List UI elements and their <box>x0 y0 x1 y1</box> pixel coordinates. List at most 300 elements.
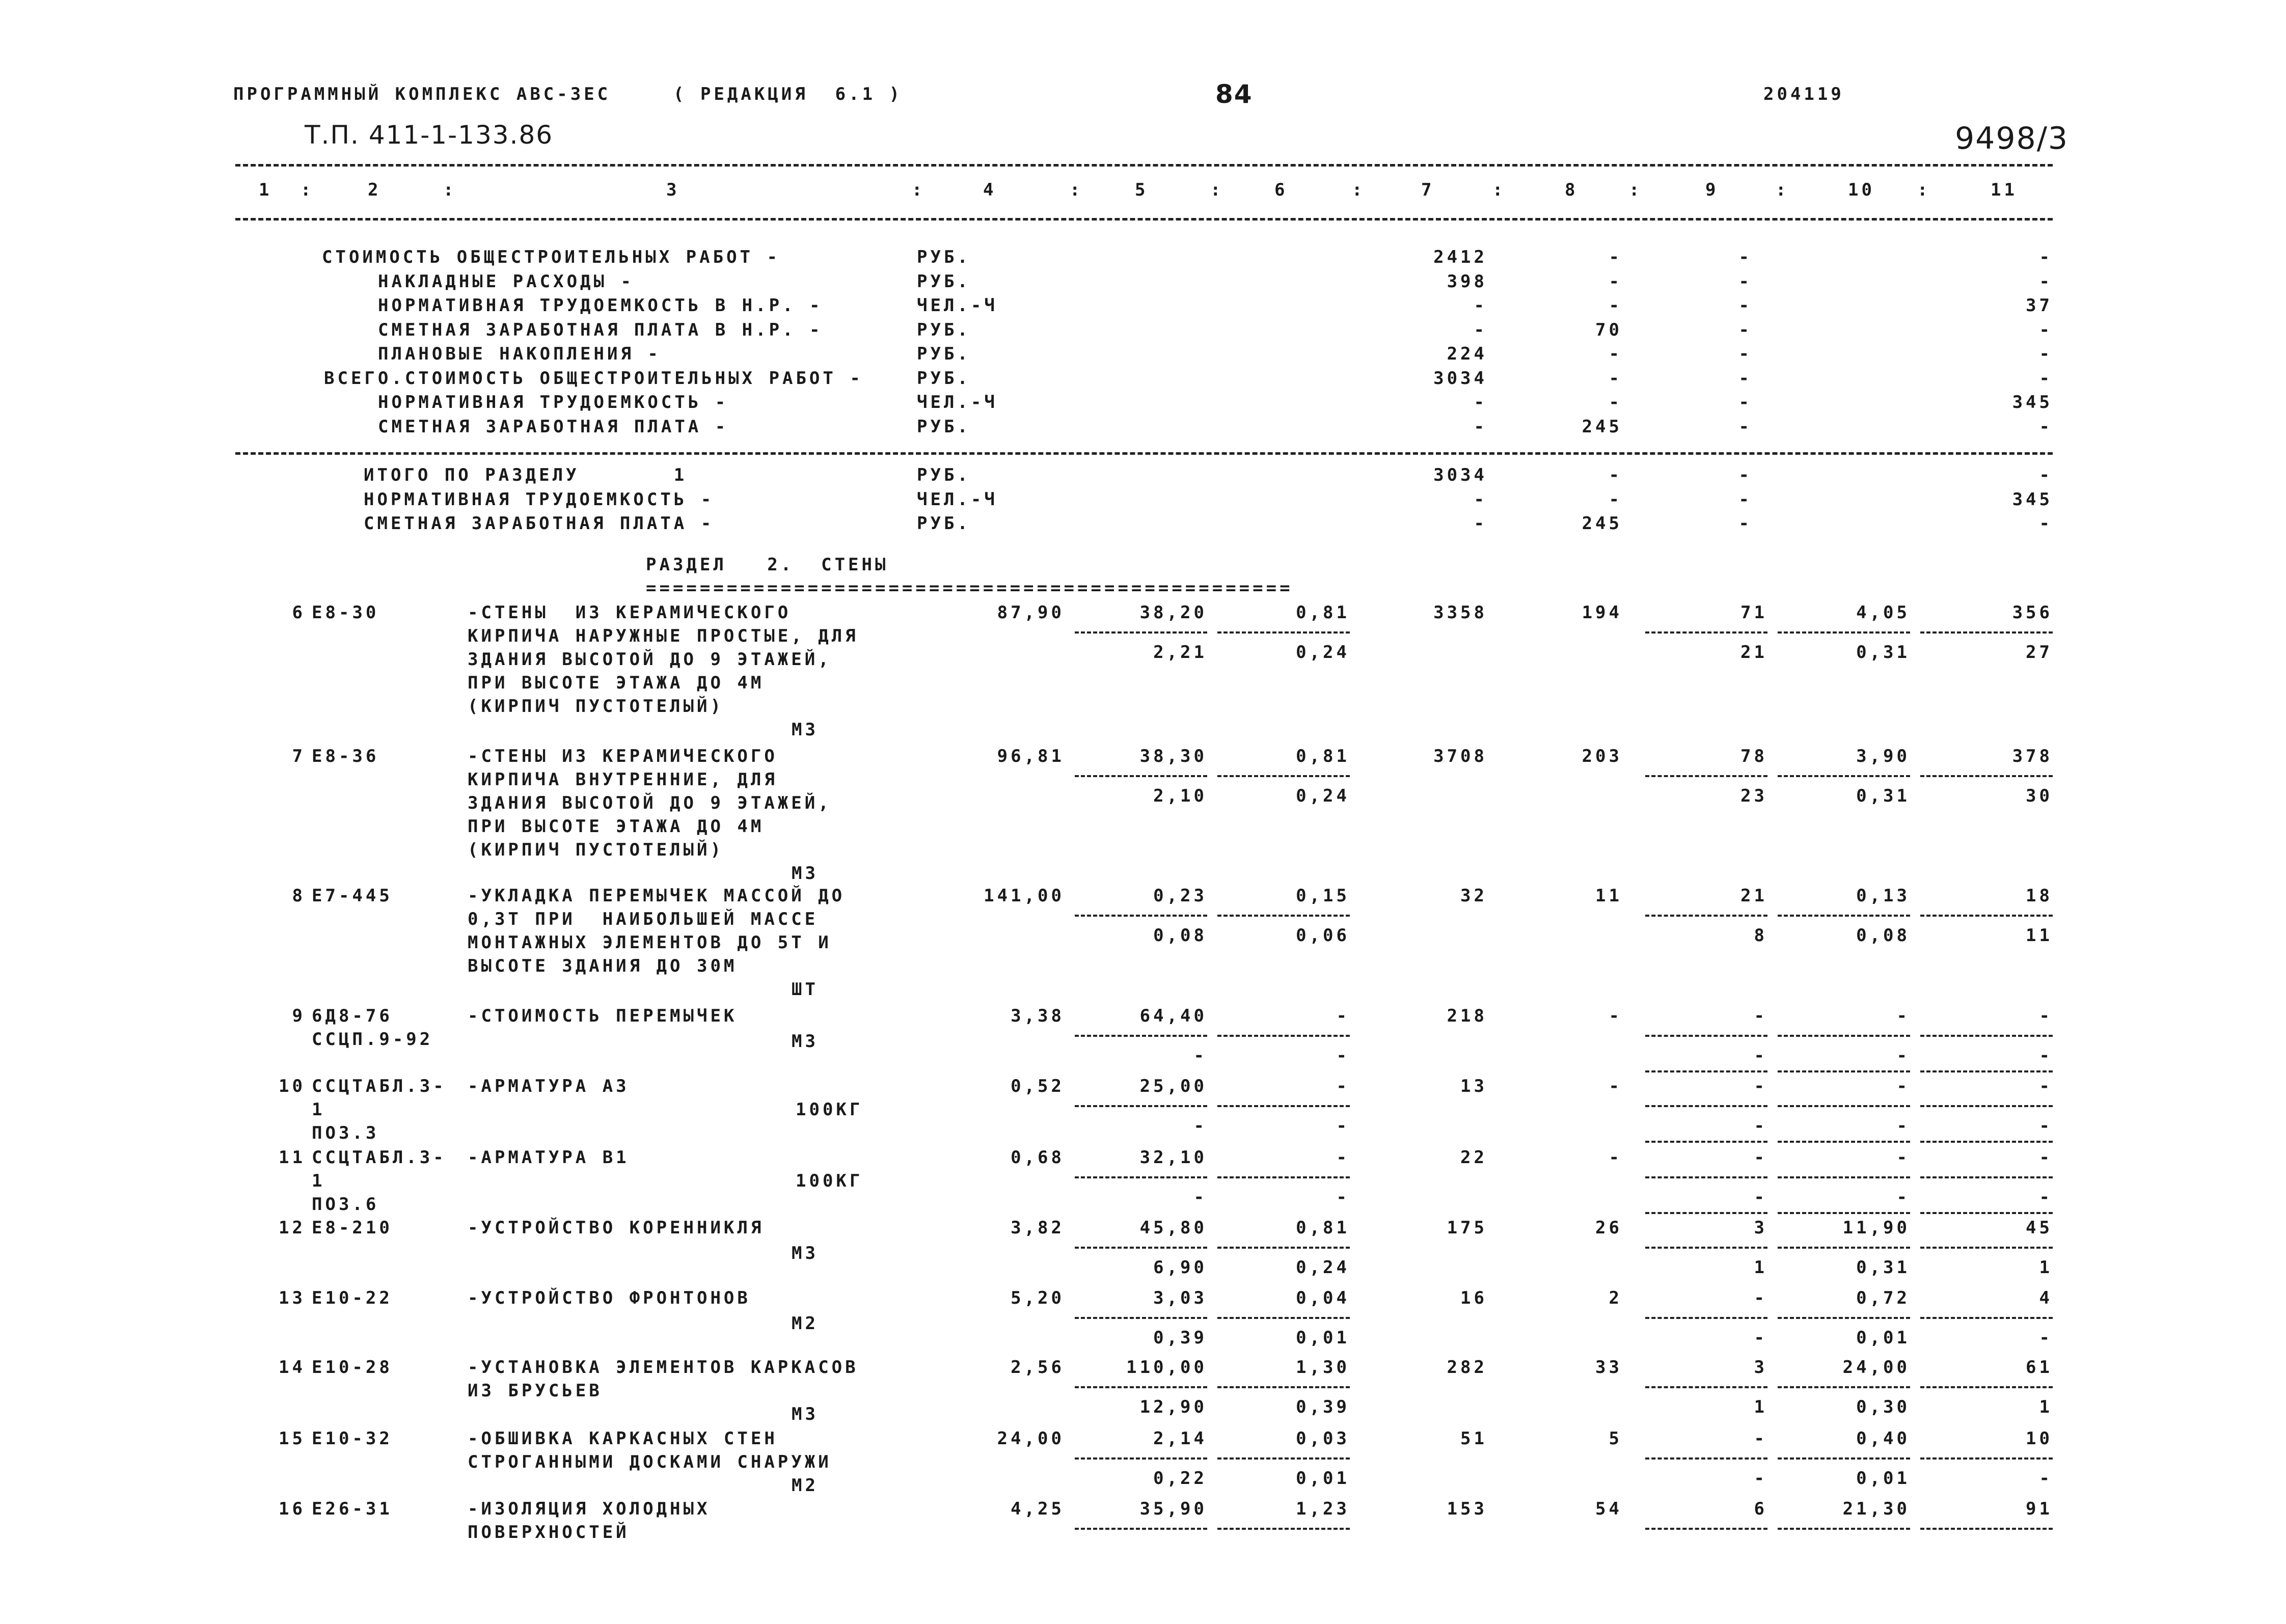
summary-divider <box>235 452 2053 455</box>
value-divider <box>1778 1212 1910 1214</box>
item-value-c6: - <box>1336 1147 1350 1168</box>
value-divider <box>1778 1141 1910 1143</box>
item-value-bottom-c5: 0,08 <box>1153 925 1207 946</box>
item-description: (КИРПИЧ ПУСТОТЕЛЫЙ) <box>468 696 724 717</box>
value-divider <box>1778 1247 1910 1249</box>
item-code: ПОЗ.6 <box>312 1194 379 1215</box>
item-value-c10: 24,00 <box>1842 1357 1910 1378</box>
item-value-c10: 3,90 <box>1856 746 1910 766</box>
item-value-bottom-c11: 1 <box>2039 1397 2053 1417</box>
summary-unit: ЧЕЛ.-Ч <box>917 392 998 412</box>
summary-col9: - <box>1738 271 1752 292</box>
item-unit: М3 <box>792 1243 819 1263</box>
item-unit: М2 <box>792 1475 819 1496</box>
column-header-6: 6 <box>1274 180 1288 200</box>
item-value-c9: - <box>1754 1006 1767 1026</box>
item-value-bottom-c9: - <box>1754 1187 1767 1207</box>
summary-col11: - <box>2039 513 2053 534</box>
item-value-bottom-c6: 0,06 <box>1296 925 1350 946</box>
item-value-c5: 110,00 <box>1126 1357 1207 1378</box>
item-value-c4: 87,90 <box>997 602 1065 623</box>
value-divider <box>1645 775 1767 777</box>
value-divider <box>1778 915 1910 917</box>
summary-unit: ЧЕЛ.-Ч <box>917 295 998 316</box>
item-value-c4: 0,52 <box>1011 1076 1065 1096</box>
value-divider <box>1075 1247 1207 1249</box>
summary-col8: - <box>1609 465 1622 485</box>
item-number: 12 <box>279 1218 306 1238</box>
item-value-c8: 5 <box>1609 1428 1622 1449</box>
value-divider <box>1217 1457 1350 1460</box>
summary-col7: - <box>1474 513 1487 534</box>
item-value-bottom-c6: 0,39 <box>1296 1397 1350 1417</box>
item-value-bottom-c11: - <box>2039 1045 2053 1066</box>
summary-label: НОРМАТИВНАЯ ТРУДОЕМКОСТЬ - <box>378 392 729 412</box>
summary-col11: - <box>2039 344 2053 364</box>
value-divider <box>1075 915 1207 917</box>
column-header-4: 4 <box>983 180 997 200</box>
value-divider <box>1645 1105 1767 1107</box>
item-description: ЗДАНИЯ ВЫСОТОЙ ДО 9 ЭТАЖЕЙ, <box>468 793 832 813</box>
item-value-c10: - <box>1896 1006 1910 1026</box>
item-value-c7: 282 <box>1447 1357 1487 1378</box>
item-value-bottom-c9: 1 <box>1754 1257 1767 1278</box>
item-value-bottom-c10: 0,01 <box>1856 1328 1910 1348</box>
item-description: -АРМАТУРА В1 <box>468 1147 630 1168</box>
item-value-bottom-c9: 8 <box>1754 925 1767 946</box>
item-value-c11: 378 <box>2012 746 2053 766</box>
program-title: ПРОГРАММНЫЙ КОМПЛЕКС АВС-3ЕС <box>233 84 611 104</box>
summary-col8: - <box>1609 489 1622 510</box>
item-value-c11: 91 <box>2026 1499 2053 1519</box>
value-divider <box>1920 1317 2053 1319</box>
item-value-c4: 0,68 <box>1011 1147 1065 1168</box>
summary-col9: - <box>1738 344 1752 364</box>
item-value-bottom-c6: - <box>1336 1116 1350 1136</box>
item-description: -СТОИМОСТЬ ПЕРЕМЫЧЕК <box>468 1006 738 1026</box>
item-code: Е8-30 <box>312 602 379 623</box>
value-divider <box>1217 915 1350 917</box>
value-divider <box>1778 775 1910 777</box>
header-rule-bottom <box>235 218 2053 221</box>
value-divider <box>1920 1386 2053 1388</box>
item-value-c6: 0,03 <box>1296 1428 1350 1449</box>
summary-col11: 345 <box>2012 489 2053 510</box>
item-value-bottom-c10: - <box>1896 1045 1910 1066</box>
column-separator: : <box>1776 180 1789 200</box>
item-description: -УКЛАДКА ПЕРЕМЫЧЕК МАССОЙ ДО <box>468 886 846 906</box>
item-value-c5: 35,90 <box>1139 1499 1207 1519</box>
value-divider <box>1778 1457 1910 1460</box>
summary-col9: - <box>1738 319 1752 340</box>
item-number: 14 <box>279 1357 306 1378</box>
value-divider <box>1920 631 2053 634</box>
value-divider <box>1217 1176 1350 1178</box>
value-divider <box>1645 631 1767 634</box>
summary-col7: - <box>1474 295 1487 316</box>
summary-col8: - <box>1609 392 1622 412</box>
item-code: ССЦТАБЛ.3- <box>312 1147 447 1168</box>
value-divider <box>1217 1386 1350 1388</box>
value-divider <box>1778 1105 1910 1107</box>
value-divider <box>1645 1141 1767 1143</box>
item-value-bottom-c10: 0,31 <box>1856 1257 1910 1278</box>
item-value-c4: 2,56 <box>1011 1357 1065 1378</box>
column-separator: : <box>443 180 457 200</box>
summary-unit: РУБ. <box>917 416 971 437</box>
item-value-bottom-c11: 1 <box>2039 1257 2053 1278</box>
item-value-c11: 45 <box>2026 1218 2053 1238</box>
value-divider <box>1075 1457 1207 1460</box>
value-divider <box>1217 1317 1350 1319</box>
item-value-c8: 194 <box>1582 602 1622 623</box>
value-divider <box>1920 1035 2053 1037</box>
summary-col8: - <box>1609 295 1622 316</box>
item-value-bottom-c6: 0,01 <box>1296 1328 1350 1348</box>
column-header-5: 5 <box>1135 180 1149 200</box>
summary-unit: РУБ. <box>917 368 971 389</box>
item-value-c6: 1,23 <box>1296 1499 1350 1519</box>
item-description: ВЫСОТЕ ЗДАНИЯ ДО 30М <box>468 956 738 976</box>
column-separator: : <box>912 180 926 200</box>
value-divider <box>1075 1035 1207 1037</box>
value-divider <box>1778 1176 1910 1178</box>
item-value-bottom-c6: 0,24 <box>1296 786 1350 806</box>
item-value-c6: 0,81 <box>1296 1218 1350 1238</box>
sheet-ref: 9498/3 <box>1955 121 2069 156</box>
item-unit: ШТ <box>792 979 819 1000</box>
column-header-2: 2 <box>368 180 382 200</box>
item-value-bottom-c5: 0,39 <box>1153 1328 1207 1348</box>
item-value-c6: - <box>1336 1006 1350 1026</box>
value-divider <box>1075 1105 1207 1107</box>
value-divider <box>1778 1528 1910 1530</box>
summary-col11: - <box>2039 465 2053 485</box>
summary-label: НОРМАТИВНАЯ ТРУДОЕМКОСТЬ - <box>364 489 715 510</box>
item-value-c9: - <box>1754 1076 1767 1096</box>
item-code: ССЦТАБЛ.3- <box>312 1076 447 1096</box>
summary-col11: 345 <box>2012 392 2053 412</box>
item-value-c9: - <box>1754 1288 1767 1308</box>
value-divider <box>1645 1212 1767 1214</box>
value-divider <box>1920 915 2053 917</box>
value-divider <box>1778 1386 1910 1388</box>
column-header-8: 8 <box>1565 180 1579 200</box>
item-value-c7: 13 <box>1460 1076 1487 1096</box>
item-unit: 100КГ <box>796 1171 863 1191</box>
value-divider <box>1075 775 1207 777</box>
summary-unit: РУБ. <box>917 513 971 534</box>
item-value-c7: 22 <box>1460 1147 1487 1168</box>
item-value-bottom-c9: - <box>1754 1328 1767 1348</box>
summary-col8: - <box>1609 368 1622 389</box>
summary-label: НОРМАТИВНАЯ ТРУДОЕМКОСТЬ В Н.Р. - <box>378 295 823 316</box>
summary-col7: - <box>1474 489 1487 510</box>
summary-col8: 70 <box>1595 319 1622 340</box>
item-value-c5: 2,14 <box>1153 1428 1207 1449</box>
value-divider <box>1645 1070 1767 1072</box>
item-value-c8: 26 <box>1595 1218 1622 1238</box>
item-description: ПОВЕРХНОСТЕЙ <box>468 1522 630 1543</box>
item-value-c11: 4 <box>2039 1288 2053 1308</box>
column-separator: : <box>1070 180 1083 200</box>
item-value-c11: 10 <box>2026 1428 2053 1449</box>
summary-unit: РУБ. <box>917 247 971 267</box>
column-separator: : <box>1352 180 1366 200</box>
summary-col8: 245 <box>1582 416 1622 437</box>
item-description: -УСТАНОВКА ЭЛЕМЕНТОВ КАРКАСОВ <box>468 1357 859 1378</box>
item-value-c11: 61 <box>2026 1357 2053 1378</box>
value-divider <box>1778 1070 1910 1072</box>
item-value-c6: 0,04 <box>1296 1288 1350 1308</box>
item-value-bottom-c11: - <box>2039 1328 2053 1348</box>
item-value-c4: 5,20 <box>1011 1288 1065 1308</box>
item-value-c5: 38,20 <box>1139 602 1207 623</box>
value-divider <box>1645 1317 1767 1319</box>
item-value-bottom-c6: 0,24 <box>1296 1257 1350 1278</box>
item-description: КИРПИЧА НАРУЖНЫЕ ПРОСТЫЕ, ДЛЯ <box>468 626 859 646</box>
value-divider <box>1645 1457 1767 1460</box>
item-value-c4: 24,00 <box>997 1428 1065 1449</box>
value-divider <box>1217 1035 1350 1037</box>
document-code: 204119 <box>1763 84 1844 104</box>
item-value-c10: 4,05 <box>1856 602 1910 623</box>
column-header-9: 9 <box>1705 180 1719 200</box>
column-header-7: 7 <box>1421 180 1435 200</box>
item-value-bottom-c10: - <box>1896 1187 1910 1207</box>
item-value-bottom-c11: - <box>2039 1116 2053 1136</box>
item-value-c9: 71 <box>1740 602 1767 623</box>
value-divider <box>1645 1528 1767 1530</box>
item-number: 7 <box>292 746 306 766</box>
item-value-c6: 0,81 <box>1296 602 1350 623</box>
summary-col7: 3034 <box>1433 368 1487 389</box>
item-value-c9: 3 <box>1754 1357 1767 1378</box>
item-value-c9: 3 <box>1754 1218 1767 1238</box>
item-number: 13 <box>279 1288 306 1308</box>
summary-col9: - <box>1738 247 1752 267</box>
item-value-c4: 96,81 <box>997 746 1065 766</box>
item-value-c4: 4,25 <box>1011 1499 1065 1519</box>
item-value-bottom-c11: - <box>2039 1187 2053 1207</box>
summary-col9: - <box>1738 465 1752 485</box>
summary-col9: - <box>1738 392 1752 412</box>
summary-label: СМЕТНАЯ ЗАРАБОТНАЯ ПЛАТА В Н.Р. - <box>378 319 823 340</box>
summary-label: СМЕТНАЯ ЗАРАБОТНАЯ ПЛАТА - <box>364 513 715 534</box>
item-value-c9: - <box>1754 1428 1767 1449</box>
value-divider <box>1920 1247 2053 1249</box>
summary-label: НАКЛАДНЫЕ РАСХОДЫ - <box>378 271 634 292</box>
item-value-c8: 11 <box>1595 886 1622 906</box>
item-value-c4: 3,38 <box>1011 1006 1065 1026</box>
value-divider <box>1075 1528 1207 1530</box>
item-code: Е8-210 <box>312 1218 393 1238</box>
item-value-c10: 21,30 <box>1842 1499 1910 1519</box>
item-value-c8: - <box>1609 1006 1622 1026</box>
value-divider <box>1778 631 1910 634</box>
summary-col9: - <box>1738 295 1752 316</box>
item-value-c11: - <box>2039 1147 2053 1168</box>
page-number: 84 <box>1215 79 1253 109</box>
column-header-1: 1 <box>259 180 273 200</box>
value-divider <box>1645 1035 1767 1037</box>
item-description: МОНТАЖНЫХ ЭЛЕМЕНТОВ ДО 5Т И <box>468 932 832 953</box>
item-code: ССЦП.9-92 <box>312 1029 433 1050</box>
item-value-c9: 78 <box>1740 746 1767 766</box>
item-value-bottom-c9: 21 <box>1740 642 1767 663</box>
item-value-c10: 0,72 <box>1856 1288 1910 1308</box>
item-value-bottom-c11: 30 <box>2026 786 2053 806</box>
item-value-c7: 32 <box>1460 886 1487 906</box>
item-value-c10: 0,13 <box>1856 886 1910 906</box>
item-value-bottom-c5: - <box>1193 1116 1207 1136</box>
value-divider <box>1920 1212 2053 1214</box>
item-code: Е10-32 <box>312 1428 393 1449</box>
item-value-c4: 3,82 <box>1011 1218 1065 1238</box>
item-unit: М3 <box>792 1404 819 1424</box>
item-code: ПОЗ.3 <box>312 1123 379 1143</box>
value-divider <box>1075 1386 1207 1388</box>
item-description: ЗДАНИЯ ВЫСОТОЙ ДО 9 ЭТАЖЕЙ, <box>468 649 832 670</box>
item-unit: М3 <box>792 720 819 740</box>
summary-col11: - <box>2039 319 2053 340</box>
item-value-c11: - <box>2039 1006 2053 1026</box>
item-value-c7: 218 <box>1447 1006 1487 1026</box>
item-value-c6: 0,81 <box>1296 746 1350 766</box>
value-divider <box>1920 1105 2053 1107</box>
item-value-c10: 11,90 <box>1842 1218 1910 1238</box>
summary-col11: 37 <box>2026 295 2053 316</box>
item-code: 6Д8-76 <box>312 1006 393 1026</box>
edition-label: ( РЕДАКЦИЯ 6.1 ) <box>673 84 903 104</box>
item-value-bottom-c6: 0,01 <box>1296 1468 1350 1489</box>
item-value-c8: - <box>1609 1147 1622 1168</box>
item-description: -ОБШИВКА КАРКАСНЫХ СТЕН <box>468 1428 778 1449</box>
item-code: Е7-445 <box>312 886 393 906</box>
summary-col9: - <box>1738 489 1752 510</box>
column-header-10: 10 <box>1848 180 1875 200</box>
column-header-11: 11 <box>1991 180 2018 200</box>
item-value-c6: - <box>1336 1076 1350 1096</box>
summary-col8: - <box>1609 271 1622 292</box>
item-description: -АРМАТУРА А3 <box>468 1076 630 1096</box>
item-code: 1 <box>312 1171 325 1191</box>
item-value-bottom-c10: 0,08 <box>1856 925 1910 946</box>
item-value-bottom-c5: 12,90 <box>1139 1397 1207 1417</box>
item-value-c7: 175 <box>1447 1218 1487 1238</box>
item-value-bottom-c6: 0,24 <box>1296 642 1350 663</box>
item-value-bottom-c11: - <box>2039 1468 2053 1489</box>
summary-col9: - <box>1738 368 1752 389</box>
item-description: (КИРПИЧ ПУСТОТЕЛЫЙ) <box>468 840 724 860</box>
item-value-c6: 1,30 <box>1296 1357 1350 1378</box>
summary-col11: - <box>2039 368 2053 389</box>
item-number: 6 <box>292 602 306 623</box>
item-code: Е8-36 <box>312 746 379 766</box>
item-value-c5: 38,30 <box>1139 746 1207 766</box>
item-number: 8 <box>292 886 306 906</box>
item-description: ПРИ ВЫСОТЕ ЭТАЖА ДО 4М <box>468 673 765 693</box>
item-value-c8: 33 <box>1595 1357 1622 1378</box>
value-divider <box>1075 631 1207 634</box>
summary-label: ИТОГО ПО РАЗДЕЛУ 1 <box>364 465 688 485</box>
item-value-bottom-c11: 11 <box>2026 925 2053 946</box>
value-divider <box>1645 915 1767 917</box>
item-description: -УСТРОЙСТВО КОРЕННИКЛЯ <box>468 1218 765 1238</box>
item-description: -СТЕНЫ ИЗ КЕРАМИЧЕСКОГО <box>468 746 778 766</box>
item-value-c7: 3708 <box>1433 746 1487 766</box>
value-divider <box>1778 1035 1910 1037</box>
summary-col11: - <box>2039 416 2053 437</box>
value-divider <box>1217 775 1350 777</box>
summary-col7: - <box>1474 416 1487 437</box>
item-value-c5: 0,23 <box>1153 886 1207 906</box>
value-divider <box>1920 1176 2053 1178</box>
item-unit: М3 <box>792 1031 819 1052</box>
column-separator: : <box>1492 180 1506 200</box>
summary-col9: - <box>1738 416 1752 437</box>
header-rule-top <box>235 164 2053 167</box>
summary-col7: 224 <box>1447 344 1487 364</box>
value-divider <box>1075 1317 1207 1319</box>
summary-col11: - <box>2039 247 2053 267</box>
item-description: -ИЗОЛЯЦИЯ ХОЛОДНЫХ <box>468 1499 711 1519</box>
item-value-c8: 54 <box>1595 1499 1622 1519</box>
section-title: РАЗДЕЛ 2. СТЕНЫ <box>646 555 889 575</box>
item-value-bottom-c5: - <box>1193 1045 1207 1066</box>
value-divider <box>1217 1247 1350 1249</box>
section-underline: ================================================ <box>646 578 1293 598</box>
item-description: СТРОГАННЫМИ ДОСКАМИ СНАРУЖИ <box>468 1452 832 1472</box>
summary-unit: РУБ. <box>917 271 971 292</box>
item-value-bottom-c10: 0,01 <box>1856 1468 1910 1489</box>
item-unit: 100КГ <box>796 1099 863 1120</box>
item-number: 10 <box>279 1076 306 1096</box>
item-value-c7: 3358 <box>1433 602 1487 623</box>
item-code: Е10-28 <box>312 1357 393 1378</box>
value-divider <box>1645 1176 1767 1178</box>
value-divider <box>1217 1528 1350 1530</box>
summary-label: ПЛАНОВЫЕ НАКОПЛЕНИЯ - <box>378 344 661 364</box>
summary-col7: 398 <box>1447 271 1487 292</box>
summary-col8: - <box>1609 247 1622 267</box>
item-unit: М3 <box>792 863 819 884</box>
value-divider <box>1645 1386 1767 1388</box>
summary-col9: - <box>1738 513 1752 534</box>
item-value-c9: - <box>1754 1147 1767 1168</box>
item-description: -УСТРОЙСТВО ФРОНТОНОВ <box>468 1288 751 1308</box>
item-value-bottom-c5: - <box>1193 1187 1207 1207</box>
value-divider <box>1645 1247 1767 1249</box>
item-value-c9: 21 <box>1740 886 1767 906</box>
column-separator: : <box>1210 180 1224 200</box>
item-value-c4: 141,00 <box>984 886 1065 906</box>
value-divider <box>1075 1176 1207 1178</box>
item-value-c5: 3,03 <box>1153 1288 1207 1308</box>
item-number: 11 <box>279 1147 306 1168</box>
summary-unit: РУБ. <box>917 319 971 340</box>
column-separator: : <box>1917 180 1931 200</box>
item-value-bottom-c11: 27 <box>2026 642 2053 663</box>
item-value-c7: 16 <box>1460 1288 1487 1308</box>
item-value-c11: 18 <box>2026 886 2053 906</box>
item-value-c10: - <box>1896 1147 1910 1168</box>
item-value-c5: 25,00 <box>1139 1076 1207 1096</box>
item-code: Е26-31 <box>312 1499 393 1519</box>
item-number: 9 <box>292 1006 306 1026</box>
item-value-bottom-c10: 0,30 <box>1856 1397 1910 1417</box>
item-value-c10: 0,40 <box>1856 1428 1910 1449</box>
